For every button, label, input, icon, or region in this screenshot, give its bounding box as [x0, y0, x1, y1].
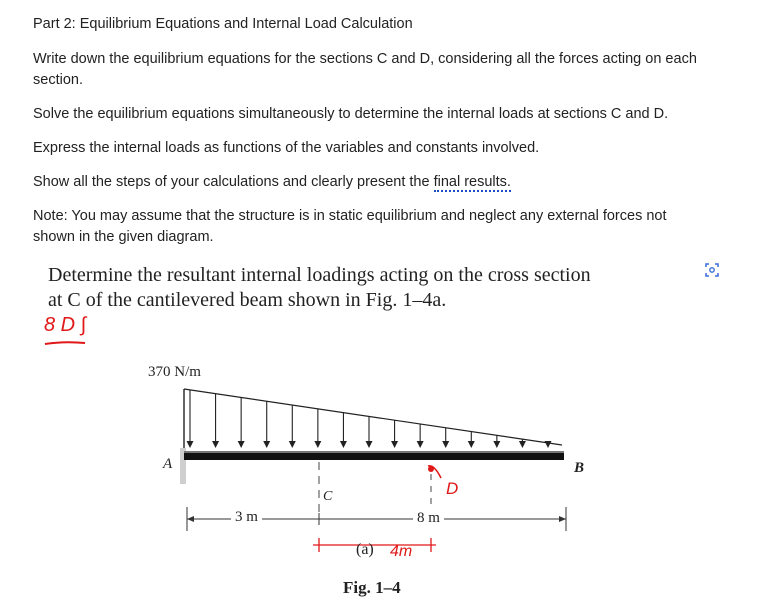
load-arrow-head: [263, 441, 270, 448]
section-label-d: D: [446, 479, 459, 498]
figure-sub-label: (a): [356, 541, 374, 558]
dimension-arrow-right: [559, 516, 566, 522]
load-arrow-head: [493, 441, 500, 448]
load-arrow-head: [442, 441, 449, 448]
note-line-a: Note: You may assume that the structure is in static equilibrium and neglect any external forces not: [33, 208, 667, 224]
load-label: 370 N/m: [148, 364, 201, 380]
load-arrow-head: [314, 441, 321, 448]
load-arrow-head: [545, 441, 552, 448]
handwritten-dimension: 4m: [390, 543, 413, 560]
dimension-left-label: 3 m: [231, 509, 262, 526]
beam-body: [184, 452, 564, 460]
note-line-b: shown in the given diagram.: [33, 229, 214, 245]
instruction-line-3: Express the internal loads as functions of the variables and constants involved.: [33, 140, 540, 156]
instruction-line-1b: section.: [33, 72, 83, 88]
problem-line-2: at C of the cantilevered beam shown in Fig. 1–4a.: [48, 289, 447, 311]
load-arrow-head: [417, 441, 424, 448]
figure-caption: Fig. 1–4: [343, 578, 401, 597]
load-arrows: [187, 390, 552, 448]
load-arrow-head: [289, 441, 296, 448]
handwritten-note: 8 D ∫: [44, 314, 87, 336]
end-label-b: B: [574, 460, 585, 476]
load-arrow-head: [366, 441, 373, 448]
load-arrow-head: [212, 441, 219, 448]
dimension-arrow-left: [187, 516, 194, 522]
instruction-line-1a: Write down the equilibrium equations for the sections C and D, considering all the forces acting on each: [33, 51, 697, 67]
instruction-line-2: Solve the equilibrium equations simultaneously to determine the internal loads at sections C and D.: [33, 106, 669, 122]
load-arrow-head: [238, 441, 245, 448]
load-arrow-head: [187, 441, 194, 448]
problem-line-1: Determine the resultant internal loadings acting on the cross section: [48, 264, 591, 286]
load-arrow-head: [391, 441, 398, 448]
beam-top-highlight: [184, 451, 564, 453]
load-arrow-head: [519, 441, 526, 448]
dimension-right-label: 8 m: [413, 510, 444, 527]
instruction-line-4-text: Show all the steps of your calculations and clearly present the: [33, 174, 434, 190]
load-arrow-head: [340, 441, 347, 448]
support-label-a: A: [163, 456, 173, 472]
load-arrow-head: [468, 441, 475, 448]
final-results-link[interactable]: final results.: [433, 174, 511, 190]
instructions-heading: Part 2: Equilibrium Equations and Internal Load Calculation: [33, 16, 413, 32]
section-label-c: C: [323, 489, 333, 504]
